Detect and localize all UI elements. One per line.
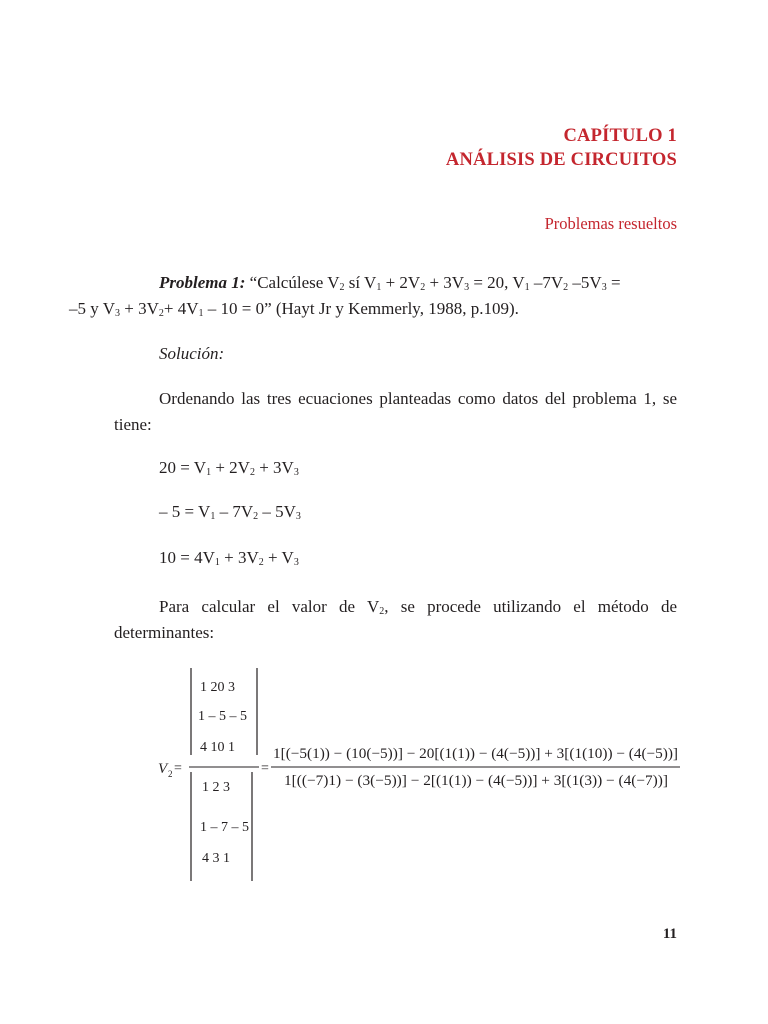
- problem-label: Problema 1:: [159, 273, 246, 292]
- chapter-number: CAPÍTULO 1: [563, 126, 677, 146]
- den-row-1: 1 2 3: [202, 780, 230, 795]
- section-title: Problemas resueltos: [544, 214, 677, 233]
- v2-symbol: V: [158, 761, 168, 777]
- num-row-3: 4 10 1: [200, 740, 235, 755]
- v2-subscript: 2: [168, 769, 173, 779]
- expanded-numerator: 1[(−5(1)) − (10(−5))] − 20[(1(1)) − (4(−5))] + 3[(1(10)) − (4(−5))]: [273, 746, 678, 762]
- page-number: 11: [662, 926, 677, 942]
- problem-statement: Problema 1: “Calcúlese $V_2$ sí $V_1 + 2V_2 + 3V_3 = 20$, $V_1$ $-7V_2$ $-5V_3$ = –5 y $V_3 + 3V_2+ 4V_1 - 10 = 0$” (Hayt Jr y Kemmerly, 1988, p.109).: [69, 273, 621, 319]
- equals-sign-2: =: [261, 761, 269, 776]
- den-row-2: 1 – 7 – 5: [200, 820, 249, 835]
- intro-paragraph: Ordenando las tres ecuaciones planteadas como datos del problema 1, se tiene:: [114, 389, 677, 434]
- den-row-3: 4 3 1: [202, 851, 230, 866]
- method-paragraph: Para calcular el valor de $V_2$, se procede utilizando el método de determinantes:: [114, 597, 677, 642]
- equation-1: $20 = V_1 + 2V_2 + 3V_3$: [159, 458, 299, 478]
- chapter-heading: [446, 124, 677, 172]
- equals-sign-1: =: [174, 761, 182, 776]
- num-row-2: 1 – 5 – 5: [198, 709, 247, 724]
- equation-3: $10 = 4V_1 + 3V_2 + V_3$: [159, 548, 299, 568]
- solution-label: Solución:: [159, 344, 225, 363]
- expanded-denominator: 1[((−7)1) − (3(−5))] − 2[(1(1)) − (4(−5))] + 3[(1(3)) − (4(−7))]: [284, 773, 668, 789]
- num-row-1: 1 20 3: [200, 680, 235, 695]
- determinant-formula: [0, 660, 768, 890]
- equation-2: – $5 = V_1 - 7V_2 - 5V_3$: [159, 502, 301, 522]
- chapter-title: ANÁLISIS DE CIRCUITOS: [445, 150, 677, 170]
